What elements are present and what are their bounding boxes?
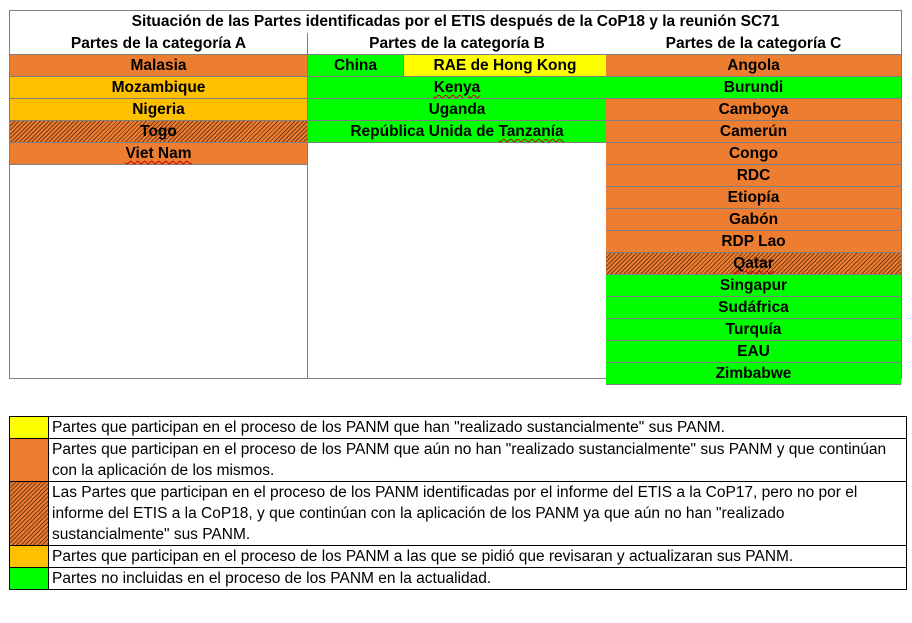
party-cell: Congo: [606, 143, 901, 165]
party-cell: Etiopía: [606, 187, 901, 209]
party-cell: Turquía: [606, 319, 901, 341]
party-cell: Mozambique: [10, 77, 307, 99]
party-cell: Camerún: [606, 121, 901, 143]
category-b-header: Partes de la categoría B: [308, 33, 606, 55]
party-cell: RDC: [606, 165, 901, 187]
category-c-header: Partes de la categoría C: [606, 33, 901, 55]
legend-swatch: [10, 439, 49, 482]
party-cell: EAU: [606, 341, 901, 363]
party-cell: Angola: [606, 55, 901, 77]
legend-row: [10, 439, 907, 482]
legend-text: Partes que participan en el proceso de los PANM que han "realizado sustancialmente" sus PANM.: [49, 417, 907, 439]
party-cell: Singapur: [606, 275, 901, 297]
legend-text: Partes que participan en el proceso de los PANM que aún no han "realizado sustancialmente" sus PANM y que continúan con la aplicación de los mismos.: [49, 439, 907, 482]
category-c-column: [606, 33, 901, 382]
category-a-header: Partes de la categoría A: [10, 33, 307, 55]
party-cell: Viet Nam: [10, 143, 307, 165]
party-cell: RAE de Hong Kong: [404, 55, 606, 76]
legend-row: [10, 417, 907, 439]
legend-swatch: [10, 482, 49, 546]
legend-table: [9, 416, 907, 590]
party-cell: Zimbabwe: [606, 363, 901, 385]
table-title: Situación de las Partes identificadas por el ETIS después de la CoP18 y la reunión SC71: [10, 11, 901, 34]
legend-text: Partes no incluidas en el proceso de los PANM en la actualidad.: [49, 568, 907, 590]
legend-swatch: [10, 417, 49, 439]
party-cell: China: [308, 55, 404, 76]
party-cell: Gabón: [606, 209, 901, 231]
legend-swatch: [10, 568, 49, 590]
legend-row: [10, 482, 907, 546]
party-cell: Uganda: [308, 99, 606, 121]
party-cell: Malasia: [10, 55, 307, 77]
party-cell: Togo: [10, 121, 307, 143]
category-a-column: [10, 33, 307, 378]
party-cell: Sudáfrica: [606, 297, 901, 319]
legend-swatch: [10, 546, 49, 568]
party-cell: Burundi: [606, 77, 901, 99]
party-cell: Kenya: [308, 77, 606, 99]
status-table: [9, 10, 902, 382]
party-cell: Nigeria: [10, 99, 307, 121]
party-cell: Camboya: [606, 99, 901, 121]
split-row: [308, 55, 606, 77]
legend-row: [10, 568, 907, 590]
legend-text: Partes que participan en el proceso de los PANM a las que se pidió que revisaran y actualizaran sus PANM.: [49, 546, 907, 568]
party-cell: RDP Lao: [606, 231, 901, 253]
legend-text: Las Partes que participan en el proceso de los PANM identificadas por el informe del ETIS a la CoP17, pero no por el informe del ETIS a la CoP18, y que continúan con la aplicación de los PANM ya que aún no han "realizado sustancialmente" sus PANM.: [49, 482, 907, 546]
party-cell: República Unida de Tanzanía: [308, 121, 606, 143]
party-cell: Qatar: [606, 253, 901, 275]
category-b-column: [307, 33, 607, 378]
legend-row: [10, 546, 907, 568]
